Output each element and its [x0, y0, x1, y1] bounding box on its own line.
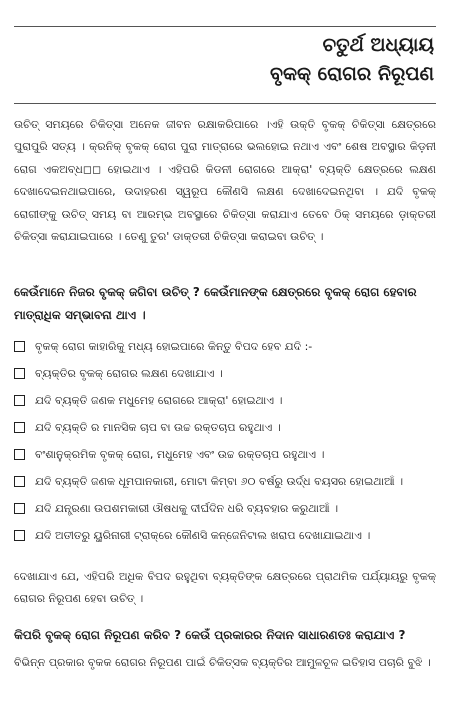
checklist-item: ବୃକକ୍ ରୋଗ କାହାରିକୁ ମଧ୍ୟ ହୋଇପାରେ କିନ୍ତୁ ବିପଦ ହେବ ଯଦି :- — [14, 333, 436, 360]
risk-checklist — [14, 333, 436, 549]
checkbox-icon — [14, 530, 25, 541]
conclusion-paragraph: ଦେଖାଯାଏ ଯେ, ଏହିପରି ଅଧିକ ବିପଦ ରହୁଥିବା ବ୍ୟକ୍ତିଙ୍କ କ୍ଷେତ୍ରରେ ପ୍ରାଥମିକ ପର୍ଯ୍ୟାୟରୁ ବୃକକ୍ ରୋଗର ନିରୂପଣ ହେବା ଉଚିତ୍ । — [14, 570, 436, 606]
section-heading-who: କେଉଁମାନେ ନିଜର ବୃକକ୍ ଜଗିବା ଉଚିତ୍ ? କେଉଁମାନଙ୍କ କ୍ଷେତ୍ରରେ ବୃକକ୍ ରୋଗ ହେବାର ମାତ୍ରାଧିକ ସମ୍ଭାବନା ଥାଏ । — [14, 285, 417, 322]
checkbox-icon — [14, 476, 25, 487]
checklist-item: ଯଦି ବ୍ୟକ୍ତି ର ମାନସିକ ଚାପ ବା ଉଚ୍ଚ ରକ୍ତଚାପ ରହୁଥାଏ । — [14, 414, 436, 441]
checklist-item: ବ୍ୟକ୍ତିର ବୃକକ୍ ରୋଗର ଲକ୍ଷଣ ଦେଖାଯାଏ । — [14, 360, 436, 387]
chapter-title: ବୃକକ୍ ରୋଗର ନିରୂପଣ — [270, 63, 434, 85]
checklist-item: ବଂଶାନୁକ୍ରମିକ ବୃକକ୍ ରୋଗ, ମଧୁମେହ ଏବଂ ଉଚ୍ଚ ରକ୍ତଚାପ ରହୁଥାଏ । — [14, 441, 436, 468]
checkbox-icon — [14, 368, 25, 379]
chapter-number: ଚତୁର୍ଥ ଅଧ୍ୟାୟ — [322, 34, 434, 56]
final-paragraph: ବିଭିନ୍ନ ପ୍ରକାର ବୃକକ ରୋଗର ନିରୂପଣ ପାଇଁ ଚିକିତ୍ସକ ବ୍ୟକ୍ତିର ଆମୁଳଚୂଳ ଇତିହାସ ପଚାରି ବୁଝି । — [14, 656, 431, 669]
section-heading-how: କିପରି ବୃକକ୍ ରୋଗ ନିରୂପଣ କରିବ ? କେଉଁ ପ୍ରକାରର ନିଦାନ ସାଧାରଣତଃ କରାଯାଏ ? — [14, 628, 406, 642]
checklist-item: ଯଦି ଯନ୍ତ୍ରଣା ଉପଶମକାରୀ ଔଷଧକୁ ଦୀର୍ଘଦିନ ଧରି ବ୍ୟବହାର କରୁଥାଆଁ । — [14, 495, 436, 522]
checkbox-icon — [14, 449, 25, 460]
intro-paragraph: ଉଚିତ୍ ସମୟରେ ଚିକିତ୍ସା ଅନେକ ଜୀବନ ରକ୍ଷାକରିପାରେ ।ଏହି ଉକ୍ତି ବୃକକ୍ ଚିକିତ୍ସା କ୍ଷେତ୍ରରେ ପୁରାପୁରି ସତ୍ୟ । କ୍ରନିକ୍ ବୃକକ୍ ରୋଗ ପୁରା ମାତ୍ରାରେ ଭଲହୋଇ ନଥାଏ ଏବଂ ଶେଷ ଅବସ୍ଥାର କିଡ଼ନୀ ରୋଗ ଏକଅବ୍ଧ◻◻ ହୋଇଥାଏ । ଏହିପରି କିଡନୀ ରୋଗରେ ଆକ୍ରା' ବ୍ୟକ୍ତି କ୍ଷେତ୍ରରେ ଲକ୍ଷଣ ଦେଖାଦେଇନଥାଇପାରେ, ଉଦାହରଣ ସ୍ୱରୂପ କୌଣସି ଲକ୍ଷଣ ଦେଖାଦେଇନଥିବା । ଯଦି ବୃକକ୍ ରୋଗୀଙ୍କୁ ଉଚିତ୍ ସମୟ ବା ଆରମ୍ଭ ଅବସ୍ଥାରେ ଚିକିତ୍ସା କରାଯାଏ ତେବେ ଠିକ୍ ସମୟରେ ଡ଼ାକ୍ତରୀ ଚିକିତ୍ସା କରାଯାଇପାରେ । ତେଣୁ ତୁର' ଡାକ୍ତରୀ ଚିକିତ୍ସା କରାଇବା ଉଚିତ୍ । — [14, 118, 436, 244]
checklist-item: ଯଦି ବ୍ୟକ୍ତି ଜଣକ ମଧୁମେହ ରୋଗରେ ଆକ୍ରା' ହୋଇଥାଏ । — [14, 387, 436, 414]
checkbox-icon — [14, 395, 25, 406]
checklist-item: ଯଦି ଅତୀତରୁ ୟୁରିନାରୀ ଟ୍ରାକ୍‌ରେ କୌଣସି କନ୍‌ଜେନିଟାଲ ଖରାପ ଦେଖାଯାଇଥାଏ । — [14, 522, 436, 549]
top-rule — [14, 26, 436, 27]
checkbox-icon — [14, 341, 25, 352]
checkbox-icon — [14, 422, 25, 433]
title-rule — [14, 103, 436, 104]
checkbox-icon — [14, 503, 25, 514]
checklist-item: ଯଦି ବ୍ୟକ୍ତି ଜଣକ ଧୂମପାନକାରୀ, ମୋଟା କିମ୍ବା ୬୦ ବର୍ଷରୁ ଉର୍ଦ୍ଧ ବୟସର ହୋଇଥାଆଁ । — [14, 468, 436, 495]
